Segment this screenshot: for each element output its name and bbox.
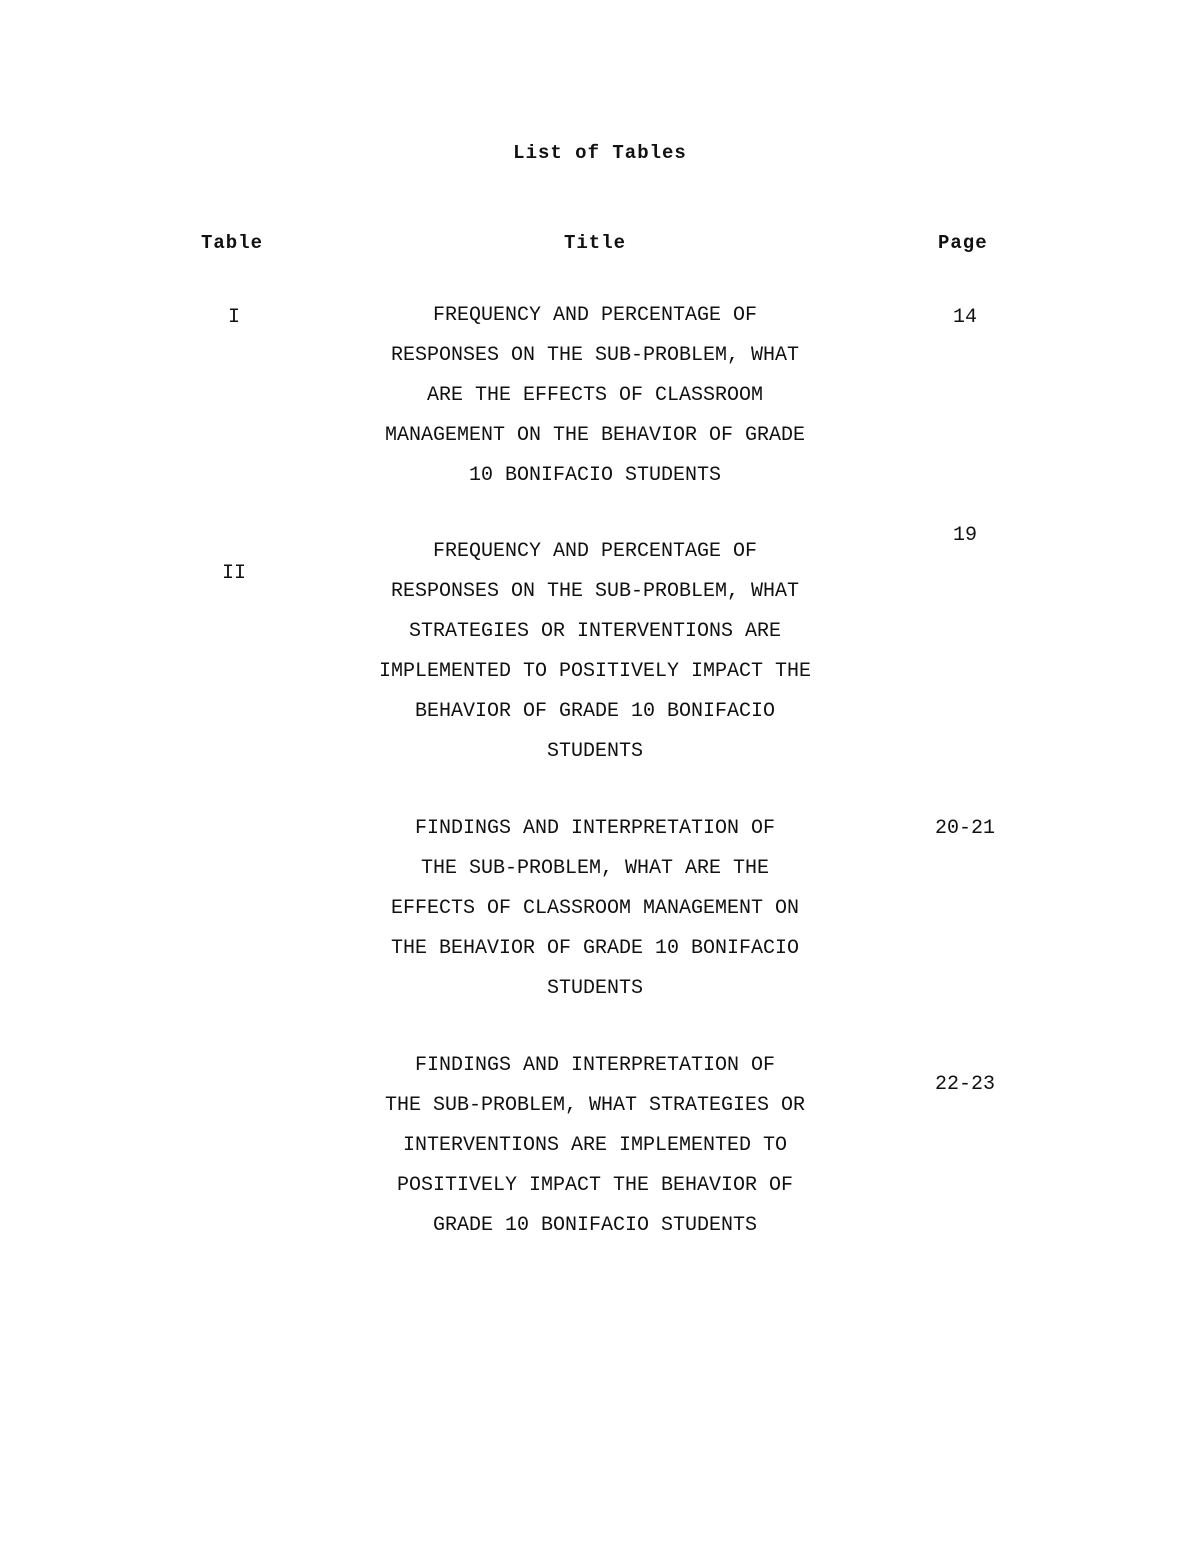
table-title: FINDINGS AND INTERPRETATION OF THE SUB-PROBLEM, WHAT STRATEGIES OR INTERVENTIONS ARE IMPLEMENTED TO POSITIVELY IMPACT THE BEHAVIOR OF GRADE 10 BONIFACIO STUDENTS: [384, 1054, 806, 1237]
table-number: II: [221, 562, 246, 585]
column-header-page: Page: [938, 232, 988, 254]
table-page: 19: [952, 524, 977, 547]
page-title: List of Tables: [513, 142, 687, 164]
column-header-table: Table: [201, 232, 264, 254]
table-title: FINDINGS AND INTERPRETATION OF THE SUB-PROBLEM, WHAT ARE THE EFFECTS OF CLASSROOM MANAGEMENT ON THE BEHAVIOR OF GRADE 10 BONIFACIO STUDENTS: [390, 817, 800, 1000]
table-page: 20-21: [934, 817, 995, 840]
table-number: I: [227, 306, 240, 329]
table-title: FREQUENCY AND PERCENTAGE OF RESPONSES ON THE SUB-PROBLEM, WHAT STRATEGIES OR INTERVENTIONS ARE IMPLEMENTED TO POSITIVELY IMPACT THE BEHAVIOR OF GRADE 10 BONIFACIO STUDENTS: [378, 540, 812, 763]
table-page: 14: [952, 306, 977, 329]
column-header-title: Title: [563, 232, 626, 254]
table-page: 22-23: [934, 1073, 995, 1096]
table-title: FREQUENCY AND PERCENTAGE OF RESPONSES ON THE SUB-PROBLEM, WHAT ARE THE EFFECTS OF CLASSROOM MANAGEMENT ON THE BEHAVIOR OF GRADE 10 BONIFACIO STUDENTS: [384, 304, 806, 487]
